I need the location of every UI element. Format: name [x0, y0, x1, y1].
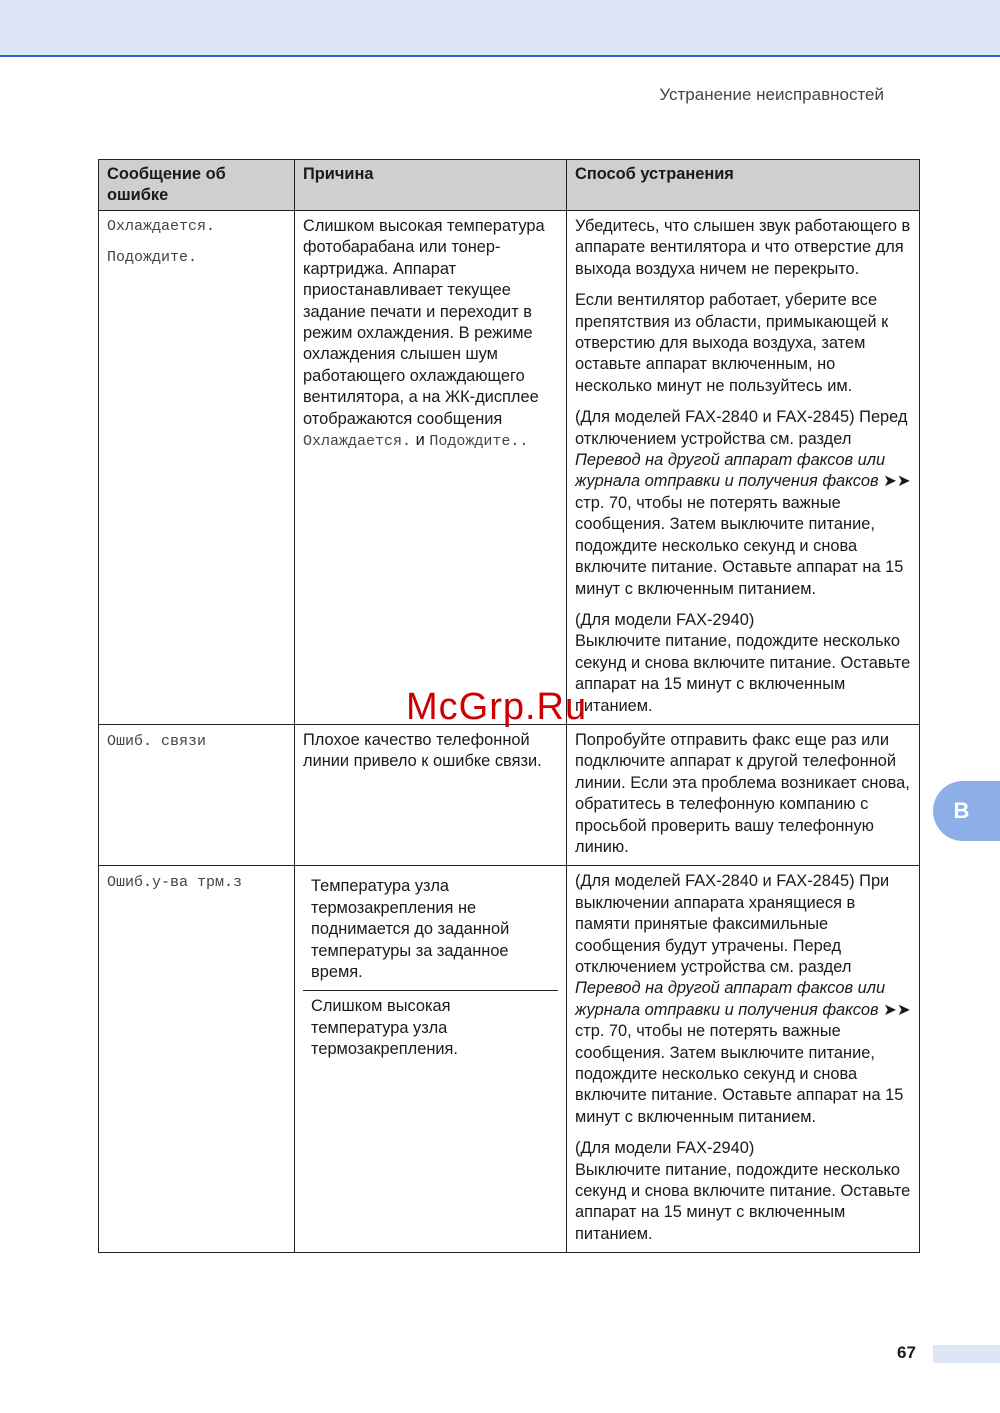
- table-header-row: [99, 160, 920, 211]
- cause-text: Слишком высокая температура узла термозакрепления.: [303, 990, 558, 1067]
- remedy-paragraph: Если вентилятор работает, уберите все препятствия из области, примыкающей к отверстию для выхода воздуха, затем оставьте аппарат включенным, но несколько минут не пользуйтесь им.: [575, 291, 889, 395]
- cross-reference-link[interactable]: Перевод на другой аппарат факсов или журнала отправки и получения факсов: [575, 979, 886, 1019]
- conjunction: и: [415, 431, 425, 450]
- remedy-text: (Для моделей FAX-2840 и FAX-2845) При выключении аппарата хранящиеся в памяти принятые факсимильные сообщения будут утрачены. Перед отключением устройства см. раздел: [575, 872, 890, 976]
- section-title: Устранение неисправностей: [659, 85, 884, 104]
- cause-cell: [295, 866, 567, 1253]
- error-message: Ошиб.у-ва трм.з: [107, 874, 243, 892]
- double-arrow-icon: ➤➤: [883, 1000, 911, 1019]
- col-header-remedy: Способ устранения: [567, 160, 920, 211]
- remedy-paragraph: [575, 610, 911, 717]
- table-row: [99, 211, 920, 725]
- remedy-text: стр. 70, чтобы не потерять важные сообщения. Затем выключите питание, подождите несколько секунд и снова включите питание. Оставьте аппарат на 15 минут с включенным питанием.: [575, 493, 904, 598]
- remedy-cell: Попробуйте отправить факс еще раз или подключите аппарат к другой телефонной линии. Если эта проблема возникает снова, обратитесь в телефонную компанию с просьбой проверить вашу телефонную линию.: [567, 724, 920, 865]
- remedy-text: (Для моделей FAX-2840 и FAX-2845) Перед отключением устройства см. раздел: [575, 408, 908, 448]
- message-cell: [99, 866, 295, 1253]
- col-header-message: Сообщение об ошибке: [99, 160, 295, 211]
- page-number: 67: [897, 1343, 916, 1362]
- remedy-text: стр. 70, чтобы не потерять важные сообщения. Затем выключите питание, подождите несколько секунд и снова включите питание. Оставьте аппарат на 15 минут с включенным питанием.: [575, 1022, 904, 1126]
- cause-text: Температура узла термозакрепления не поднимается до заданной температуры за заданное время.: [311, 877, 510, 981]
- remedy-paragraph: [575, 871, 911, 1128]
- remedy-cell: [567, 866, 920, 1253]
- cause-text: Слишком высокая температура фотобарабана или тонер-картриджа. Аппарат приостанавливает текущее задание печати и переходит в режим охлаждения. В режиме охлаждения слышен шум работающего охлаждающего вентилятора, а на ЖК-дисплее отображаются сообщения: [303, 217, 545, 428]
- remedy-text: Выключите питание, подождите несколько секунд и снова включите питание. Оставьте аппарат на 15 минут с включенным питанием.: [575, 632, 911, 715]
- watermark: McGrp.Ru: [406, 686, 588, 728]
- col-header-cause: Причина: [295, 160, 567, 211]
- cause-cell: Плохое качество телефонной линии привело к ошибке связи.: [295, 724, 567, 865]
- footer-band: [933, 1345, 1000, 1363]
- inline-message: Охлаждается.: [303, 433, 412, 451]
- remedy-paragraph: [575, 1138, 911, 1245]
- cause-cell: [295, 211, 567, 725]
- cross-reference-link[interactable]: Перевод на другой аппарат факсов или журнала отправки и получения факсов: [575, 451, 886, 491]
- remedy-paragraph: [575, 407, 911, 600]
- model-note: (Для модели FAX-2940): [575, 610, 755, 629]
- error-message: Ошиб. связи: [107, 732, 207, 750]
- model-note: (Для модели FAX-2940): [575, 1139, 755, 1158]
- remedy-text: Выключите питание, подождите несколько секунд и снова включите питание. Оставьте аппарат на 15 минут с включенным питанием.: [575, 1160, 911, 1243]
- message-cell: [99, 724, 295, 865]
- error-message: Охлаждается.: [107, 218, 216, 235]
- table-row: [99, 724, 920, 865]
- remedy-paragraph: Убедитесь, что слышен звук работающего в аппарате вентилятора и что отверстие для выхода воздуха ничем не перекрыто.: [575, 217, 911, 278]
- double-arrow-icon: ➤➤: [883, 472, 911, 491]
- table-row: [99, 866, 920, 1253]
- remedy-cell: [567, 211, 920, 725]
- appendix-tab: B: [933, 781, 1000, 841]
- error-message: Подождите.: [107, 249, 198, 266]
- message-cell: [99, 211, 295, 725]
- header-band: [0, 0, 1000, 57]
- inline-message: Подождите..: [429, 433, 529, 451]
